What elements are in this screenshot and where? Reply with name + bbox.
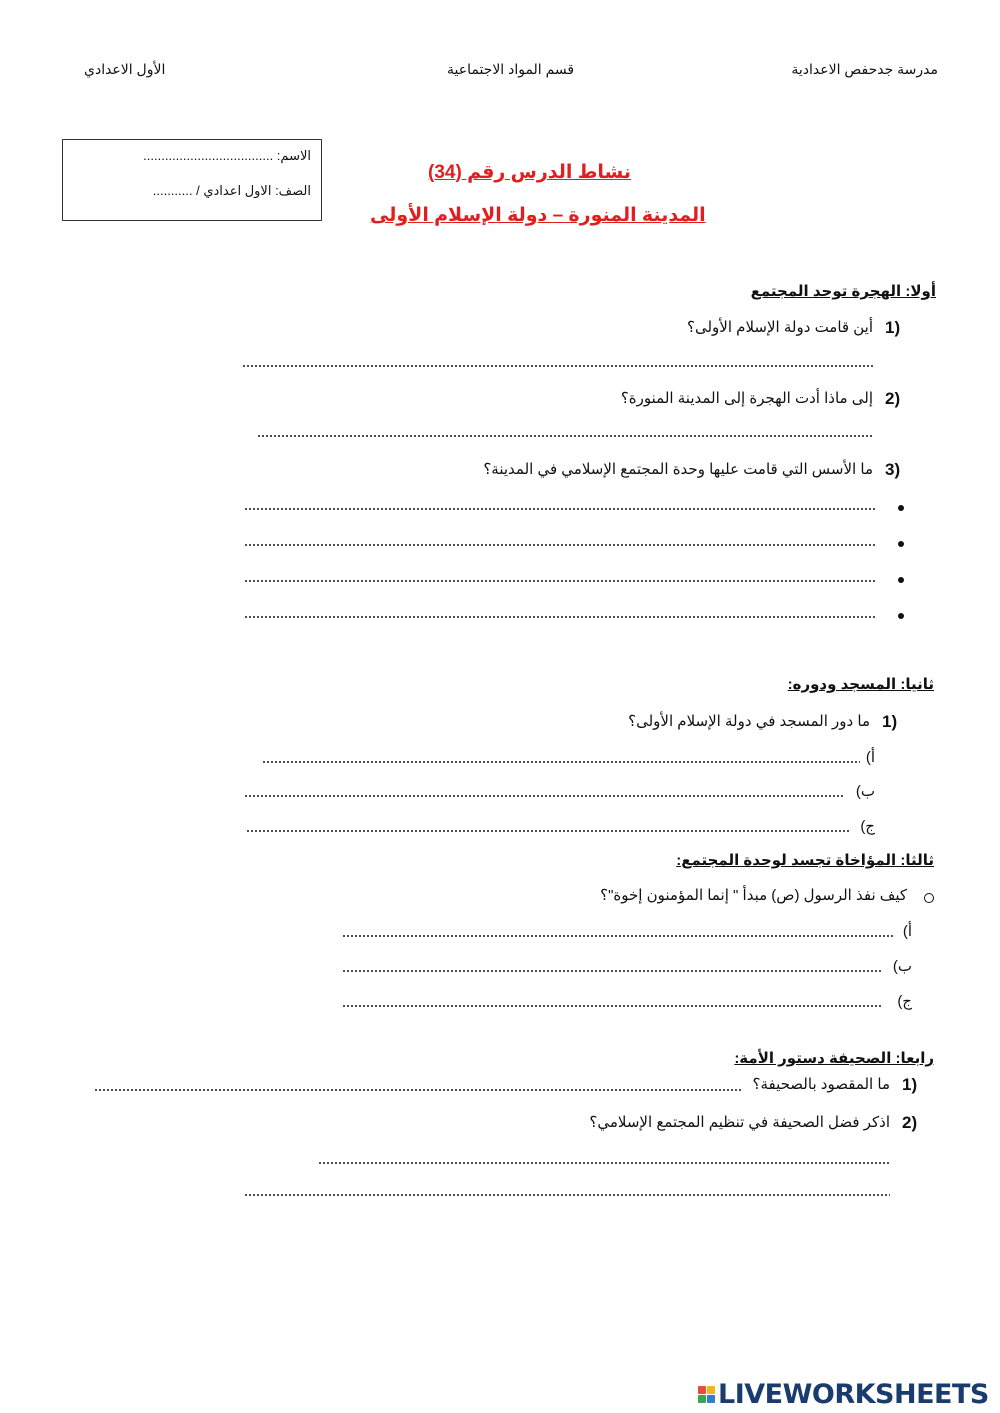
answer-line[interactable]	[244, 579, 876, 583]
bullet	[898, 613, 904, 619]
logo-tile	[698, 1386, 706, 1394]
bullet	[898, 577, 904, 583]
answer-line[interactable]	[318, 1161, 890, 1165]
answer-line[interactable]	[257, 434, 874, 438]
question-text: ما دور المسجد في دولة الإسلام الأولى؟	[628, 713, 870, 730]
section3-heading: ثالثا: المؤاخاة تجسد لوحدة المجتمع:	[676, 852, 934, 869]
section1-heading: أولا: الهجرة توحد المجتمع	[750, 283, 936, 300]
question-number: 2)	[902, 1113, 918, 1132]
answer-line[interactable]	[342, 934, 894, 938]
option-label: ب)	[855, 783, 875, 800]
brand-name: LIVEWORKSHEETS	[718, 1378, 989, 1410]
bullet	[898, 541, 904, 547]
activity-title: نشاط الدرس رقم (34)	[428, 162, 632, 183]
liveworksheets-icon	[698, 1386, 715, 1403]
liveworksheets-logo	[698, 1378, 989, 1410]
answer-line[interactable]	[244, 507, 876, 511]
question-number: 1)	[882, 712, 898, 731]
lesson-title: المدينة المنورة – دولة الإسلام الأولى	[370, 205, 706, 226]
question-text: اذكر فضل الصحيفة في تنظيم المجتمع الإسلامي؟	[589, 1114, 890, 1131]
answer-line[interactable]	[244, 794, 844, 798]
answer-line[interactable]	[244, 615, 876, 619]
answer-line[interactable]	[342, 1004, 882, 1008]
section4-heading: رابعا: الصحيفة دستور الأمة:	[734, 1050, 934, 1067]
answer-line[interactable]	[262, 760, 860, 764]
logo-tile	[698, 1395, 706, 1403]
school-name: مدرسة جدحفص الاعدادية	[791, 61, 938, 77]
logo-tile	[707, 1386, 715, 1394]
question-text: كيف نفذ الرسول (ص) مبدأ " إنما المؤمنون إخوة"؟	[600, 887, 907, 904]
student-class-field[interactable]: الصف: الاول اعدادي / ...........	[152, 183, 311, 198]
question-number: 3)	[885, 460, 901, 479]
question-number: 1)	[885, 318, 901, 337]
student-info-box	[62, 139, 322, 221]
option-label: أ)	[865, 749, 875, 766]
logo-tile	[707, 1395, 715, 1403]
question-text: أين قامت دولة الإسلام الأولى؟	[687, 319, 873, 336]
grade-label: الأول الاعدادي	[84, 61, 166, 77]
option-label: ج)	[860, 818, 875, 835]
option-label: ج)	[897, 993, 912, 1010]
answer-line[interactable]	[94, 1088, 742, 1092]
question-text: ما الأسس التي قامت عليها وحدة المجتمع الإسلامي في المدينة؟	[483, 461, 873, 478]
question-number: 1)	[902, 1075, 918, 1094]
circle-bullet-icon	[924, 893, 934, 903]
question-text: إلى ماذا أدت الهجرة إلى المدينة المنورة؟	[620, 390, 873, 407]
answer-line[interactable]	[246, 829, 850, 833]
question-text: ما المقصود بالصحيفة؟	[752, 1076, 890, 1093]
option-label: ب)	[892, 958, 912, 975]
student-name-field[interactable]: الاسم: ....................................	[143, 148, 311, 163]
answer-line[interactable]	[242, 364, 874, 368]
answer-line[interactable]	[342, 969, 882, 973]
department-name: قسم المواد الاجتماعية	[447, 61, 575, 77]
answer-line[interactable]	[244, 1193, 890, 1197]
answer-line[interactable]	[244, 543, 876, 547]
question-number: 2)	[885, 389, 901, 408]
option-label: أ)	[902, 923, 912, 940]
bullet	[898, 505, 904, 511]
section2-heading: ثانيا: المسجد ودوره:	[787, 676, 934, 693]
